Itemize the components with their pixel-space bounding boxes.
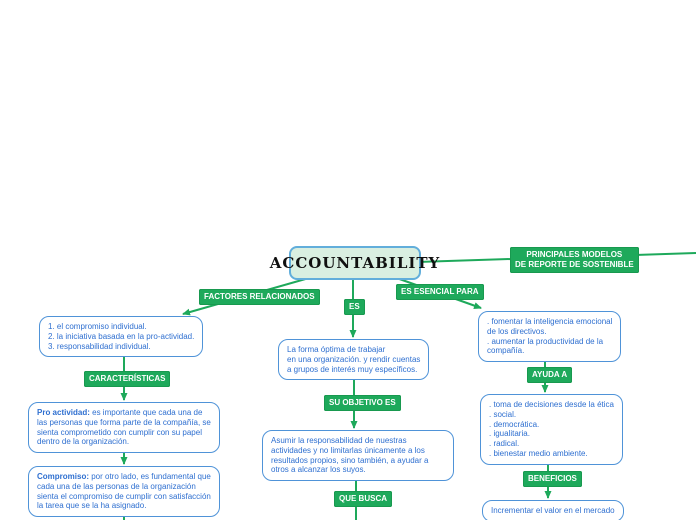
title-text: ACCOUNTABILITY [269,254,441,272]
factores-item-3: 3. responsabilidad individual. [48,341,151,351]
label-es-esencial-para[interactable]: ES ESENCIAL PARA [396,284,484,300]
ayuda-item-1: . toma de decisiones desde la ética [489,400,614,409]
node-objetivo-definicion[interactable] [262,430,454,481]
label-ayuda-a[interactable]: AYUDA A [527,367,572,383]
ayuda-item-2: . social. [489,409,517,419]
compromiso-text: por otro lado, es fundamental que cada una de las personas de la organización sienta el compromiso de cumplir con satisfacción la tarea que se la ha asignado. [37,472,211,511]
compromiso-lead: Compromiso: [37,472,89,481]
ayuda-item-6: . bienestar medio ambiente. [489,448,588,458]
ayuda-item-5: . radical. [489,439,520,448]
label-su-objetivo-es[interactable]: SU OBJETIVO ES [324,395,401,411]
node-factores-list[interactable] [39,316,203,357]
esencial-line-3: . aumentar la productividad de la [487,336,604,346]
label-que-busca[interactable]: QUE BUSCA [334,491,392,507]
label-principales-line1: PRINCIPALES MODELOS [526,250,623,259]
label-caracteristicas[interactable]: CARACTERÍSTICAS [84,371,170,387]
label-factores-relacionados[interactable]: FACTORES RELACIONADOS [199,289,320,305]
factores-item-2: 2. la iniciativa basada en la pro-actividad. [48,331,195,341]
pro-actividad-text: es importante que cada una de las personas que forma parte de la compañía, se sienta comprometido con cumplir con su papel dentro de la organización. [37,408,211,447]
label-principales-modelos[interactable] [510,247,639,273]
label-principales-line2: DE REPORTE DE SOSTENIBLE [515,260,634,269]
node-beneficio[interactable] [482,500,624,520]
objetivo-definicion-text: Asumir la responsabilidad de nuestras actividades y no limitarlas únicamente a los resultados propios, sino también, a ayudar a otros a alcanzar los suyos. [271,436,429,475]
node-ayuda-list[interactable] [480,394,623,465]
definicion-line-1: La forma óptima de trabajar [287,345,386,354]
definicion-line-2: en una organización. y rendir cuentas [287,354,421,364]
title-node-accountability[interactable] [269,246,441,280]
ayuda-item-4: . igualitaria. [489,429,530,439]
esencial-line-2: de los directivos. [487,326,547,336]
beneficio-text: Incrementar el valor en el mercado [491,506,615,515]
ayuda-item-3: . democrática. [489,419,540,429]
node-pro-actividad[interactable] [28,402,220,453]
definicion-line-3: a grupos de interés muy específicos. [287,364,418,374]
node-esencial[interactable] [478,311,621,362]
pro-actividad-lead: Pro actividad: [37,408,90,417]
node-compromiso[interactable] [28,466,220,517]
esencial-line-1: . fomentar la inteligencia emocional [487,317,613,326]
node-definicion[interactable] [278,339,429,380]
esencial-line-4: compañía. [487,346,525,356]
label-es[interactable]: ES [344,299,365,315]
label-beneficios[interactable]: BENEFICIOS [523,471,582,487]
factores-item-1: 1. el compromiso individual. [48,322,147,331]
